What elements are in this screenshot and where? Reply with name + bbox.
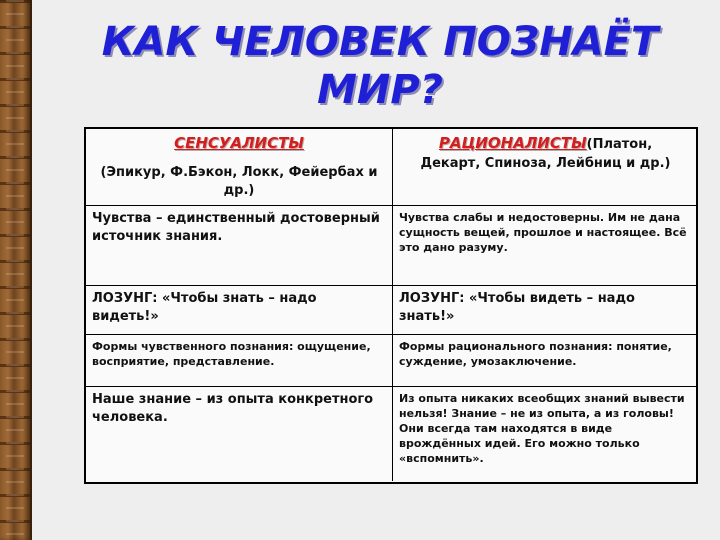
- comparison-table: [84, 127, 698, 484]
- right-knowledge-cell: [393, 387, 698, 481]
- title-line-1: КАК ЧЕЛОВЕК ПОЗНАЁТ: [101, 19, 659, 65]
- left-slogan-cell: [86, 286, 393, 335]
- rationalists-forms: Формы рационального познания: понятие, суждение, умозаключение.: [399, 340, 672, 368]
- sensualists-knowledge: Наше знание – из опыта конкретного человека.: [92, 392, 374, 425]
- left-knowledge-cell: [86, 387, 393, 481]
- rationalists-knowledge: Из опыта никаких всеобщих знаний вывести нельзя! Знание – не из опыта, а из головы! Они всегда там находятся в виде врождённых идей. Его можно только «вспомнить».: [399, 392, 685, 465]
- right-forms-cell: [393, 335, 698, 387]
- sensualists-forms: Формы чувственного познания: ощущение, восприятие, представление.: [92, 340, 371, 368]
- rationalists-names-inline: (Платон,: [586, 137, 653, 152]
- page-title: [40, 18, 720, 114]
- rationalists-heading: РАЦИОНАЛИСТЫ: [438, 134, 587, 152]
- rationalists-slogan: [399, 290, 692, 326]
- rationalists-feelings: Чувства слабы и недостоверны. Им не дана сущность вещей, прошлое и настоящее. Всё это дано разуму.: [399, 211, 687, 254]
- left-feelings-cell: [86, 206, 393, 286]
- left-forms-cell: [86, 335, 393, 387]
- decorative-side-strip: [0, 0, 32, 540]
- left-heading-cell: [86, 129, 393, 206]
- sensualists-heading: СЕНСУАЛИСТЫ: [174, 134, 304, 152]
- right-slogan-cell: [393, 286, 698, 335]
- right-feelings-cell: [393, 206, 698, 286]
- slogan-label: ЛОЗУНГ: [92, 291, 153, 306]
- title-line-2: МИР?: [317, 67, 443, 113]
- slogan-text: : «Чтобы видеть – надо знать!»: [399, 291, 635, 324]
- slogan-label: ЛОЗУНГ: [399, 291, 460, 306]
- sensualists-slogan: [92, 290, 386, 326]
- sensualists-names: (Эпикур, Ф.Бэкон, Локк, Фейербах и др.): [100, 165, 378, 198]
- rationalists-names: Декарт, Спиноза, Лейбниц и др.): [420, 156, 671, 171]
- right-heading-cell: [393, 129, 698, 206]
- slogan-text: : «Чтобы знать – надо видеть!»: [92, 291, 317, 324]
- sensualists-feelings: Чувства – единственный достоверный источник знания.: [92, 211, 380, 244]
